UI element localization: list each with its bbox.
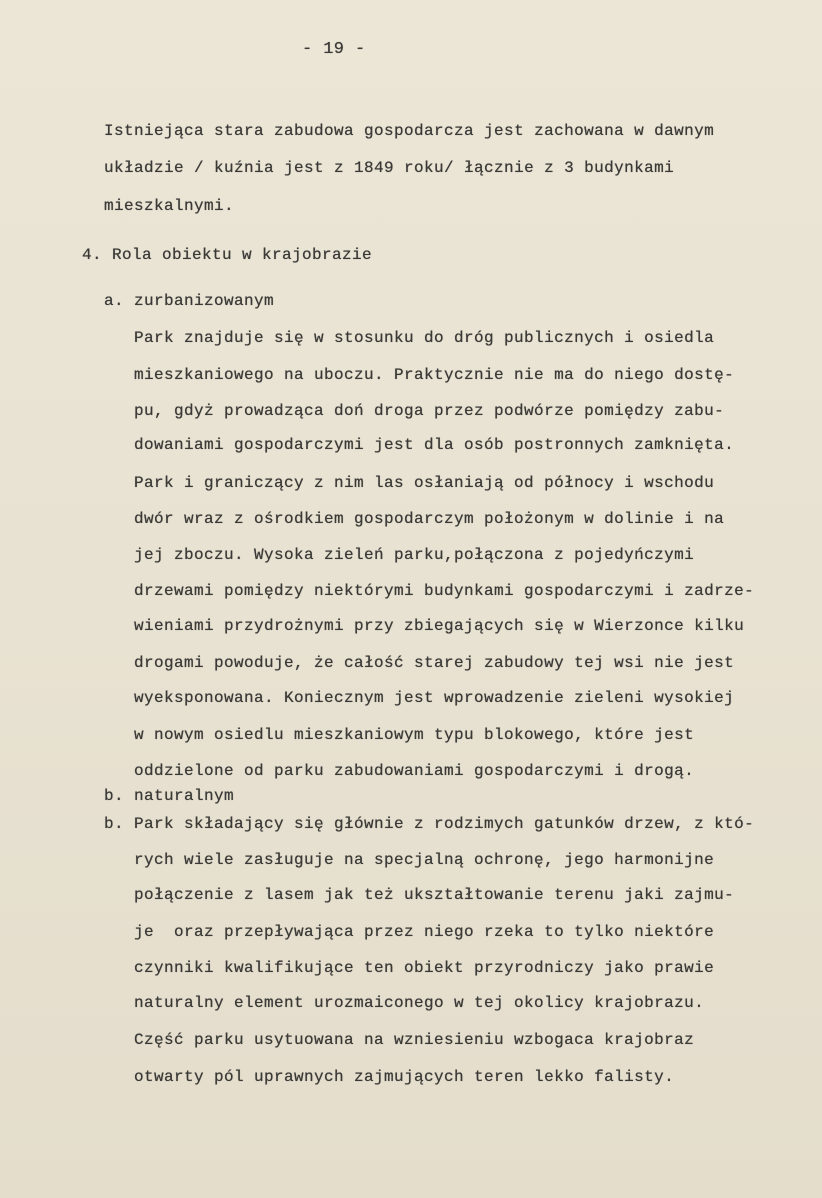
subsection-a-line: oddzielone od parku zabudowaniami gospodarczymi i drogą. (134, 762, 695, 780)
subsection-a-line: w nowym osiedlu mieszkaniowym typu blokowego, które jest (134, 726, 695, 744)
subsection-b-line: połączenie z lasem jak też ukształtowanie terenu jaki zajmu- (134, 886, 735, 904)
subsection-b-line: Park składający się głównie z rodzimych gatunków drzew, z któ- (134, 815, 755, 833)
subsection-a-line: mieszkaniowego na uboczu. Praktycznie nie ma do niego dostę- (134, 366, 735, 384)
subsection-b-line: naturalny element urozmaiconego w tej okolicy krajobrazu. (134, 994, 705, 1012)
subsection-a-line: drzewami pomiędzy niektórymi budynkami gospodarczymi i zadrze- (134, 582, 755, 600)
intro-line-2: układzie / kuźnia jest z 1849 roku/ łącznie z 3 budynkami (104, 159, 675, 177)
page-number: - 19 - (302, 40, 366, 59)
subsection-a-line: Park znajduje się w stosunku do dróg publicznych i osiedla (134, 329, 715, 347)
subsection-b-label: b. naturalnym (104, 787, 235, 805)
subsection-b-line: je oraz przepływająca przez niego rzeka to tylko niektóre (134, 923, 715, 941)
subsection-a-line: drogami powoduje, że całość starej zabudowy tej wsi nie jest (134, 654, 735, 672)
intro-line-3: mieszkalnymi. (104, 197, 235, 215)
subsection-a-line: dowaniami gospodarczymi jest dla osób postronnych zamknięta. (134, 436, 735, 454)
subsection-a-line: wyeksponowana. Koniecznym jest wprowadzenie zieleni wysokiej (134, 689, 735, 707)
subsection-b-line: rych wiele zasługuje na specjalną ochronę, jego harmonijne (134, 851, 715, 869)
subsection-b-line: czynniki kwalifikujące ten obiekt przyrodniczy jako prawie (134, 959, 715, 977)
intro-line-1: Istniejąca stara zabudowa gospodarcza jest zachowana w dawnym (104, 122, 715, 140)
subsection-a-line: pu, gdyż prowadząca doń droga przez podwórze pomiędzy zabu- (134, 402, 725, 420)
section-heading: 4. Rola obiektu w krajobrazie (82, 246, 373, 264)
subsection-b-line: otwarty pól uprawnych zajmujących teren lekko falisty. (134, 1068, 675, 1086)
subsection-a-line: Park i graniczący z nim las osłaniają od północy i wschodu (134, 474, 715, 492)
subsection-b-line: Część parku usytuowana na wzniesieniu wzbogaca krajobraz (134, 1031, 695, 1049)
subsection-a-line: jej zboczu. Wysoka zieleń parku,połączona z pojedyńczymi (134, 546, 695, 564)
subsection-a-line: wieniami przydrożnymi przy zbiegających się w Wierzonce kilku (134, 617, 745, 635)
subsection-a-label: a. zurbanizowanym (104, 292, 275, 310)
subsection-b-prefix: b. (104, 815, 125, 833)
subsection-a-line: dwór wraz z ośrodkiem gospodarczym położonym w dolinie i na (134, 510, 725, 528)
